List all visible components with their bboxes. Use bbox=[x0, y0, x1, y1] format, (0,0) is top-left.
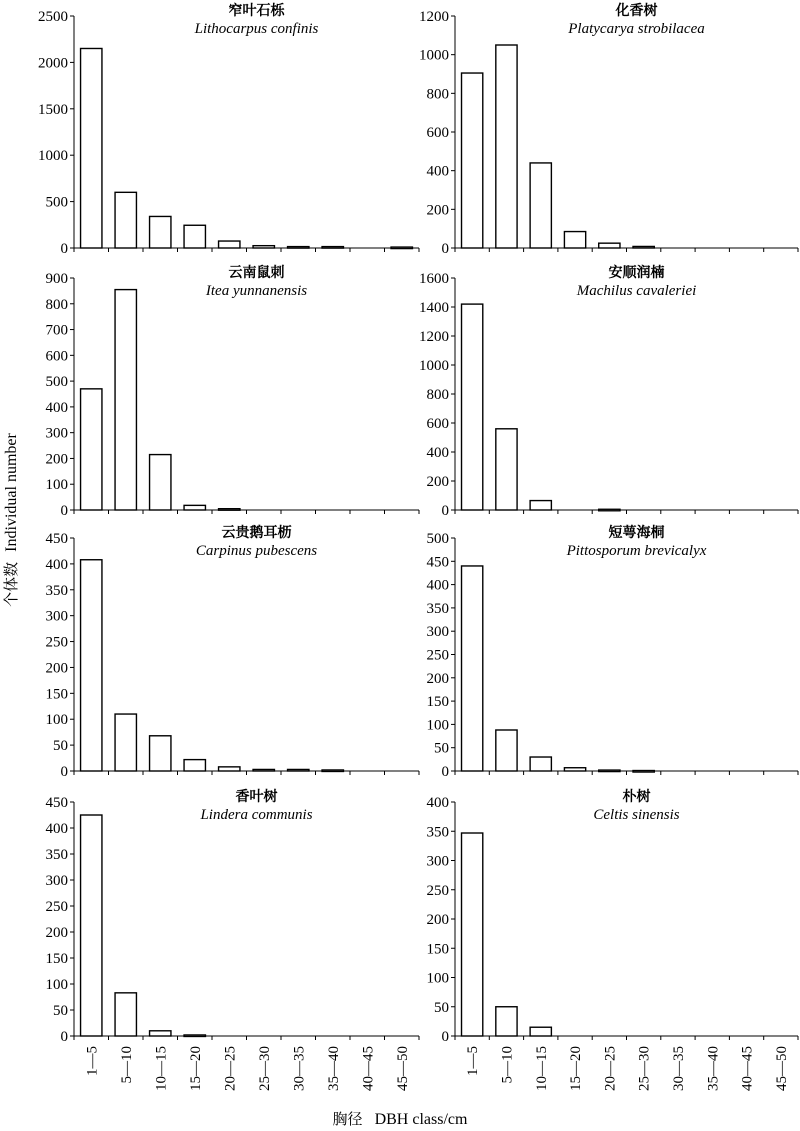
panel-title-species: Pittosporum brevicalyx bbox=[566, 543, 707, 559]
panel-title-cn: 安顺润楠 bbox=[608, 265, 665, 281]
x-tick-label: 45—50 bbox=[773, 1046, 790, 1091]
y-tick-label: 0 bbox=[441, 503, 449, 519]
panel-title-cn: 窄叶石栎 bbox=[228, 3, 285, 19]
bar-5—10 bbox=[115, 993, 136, 1036]
y-tick-label: 1000 bbox=[38, 148, 68, 165]
y-tick-label: 0 bbox=[441, 241, 449, 257]
panel-title-cn: 短萼海桐 bbox=[608, 525, 665, 541]
chart-panel-3 bbox=[46, 264, 420, 519]
x-axis-label-en: DBH class/cm bbox=[374, 1111, 468, 1128]
y-tick-label: 350 bbox=[426, 600, 449, 617]
panel-title-cn: 云南鼠刺 bbox=[228, 265, 285, 281]
x-tick-label: 40—45 bbox=[739, 1046, 756, 1091]
bar-10—15 bbox=[530, 757, 551, 771]
x-axis-label bbox=[333, 1110, 468, 1128]
panel-title-species: Carpinus pubescens bbox=[195, 543, 318, 559]
y-tick-label: 1600 bbox=[419, 271, 449, 287]
bar-15—20 bbox=[564, 232, 585, 248]
bar-10—15 bbox=[530, 1027, 551, 1036]
bar-45—50 bbox=[391, 247, 412, 249]
y-tick-label: 200 bbox=[426, 202, 449, 219]
bar-20—25 bbox=[219, 767, 240, 771]
y-tick-label: 400 bbox=[426, 795, 449, 811]
y-tick-label: 50 bbox=[53, 1003, 68, 1019]
chart-panel-2 bbox=[419, 2, 798, 257]
y-tick-label: 0 bbox=[60, 503, 68, 519]
x-tick-label: 5—10 bbox=[118, 1046, 135, 1084]
chart-panel-8 bbox=[427, 788, 799, 1091]
y-tick-label: 100 bbox=[45, 977, 68, 993]
y-tick-label: 250 bbox=[426, 882, 449, 899]
y-tick-label: 250 bbox=[426, 647, 449, 664]
y-tick-label: 100 bbox=[45, 477, 68, 494]
y-tick-label: 700 bbox=[45, 322, 68, 339]
x-tick-label: 30—35 bbox=[291, 1046, 308, 1091]
y-tick-label: 400 bbox=[45, 821, 68, 837]
bar-15—20 bbox=[184, 225, 205, 248]
y-tick-label: 100 bbox=[45, 712, 68, 729]
bar-25—30 bbox=[253, 769, 274, 771]
bar-25—30 bbox=[253, 246, 274, 248]
y-tick-label: 1200 bbox=[419, 9, 449, 25]
y-tick-label: 300 bbox=[426, 624, 449, 641]
y-tick-label: 0 bbox=[60, 241, 68, 257]
y-tick-label: 250 bbox=[45, 899, 68, 915]
y-tick-label: 250 bbox=[45, 634, 68, 651]
x-tick-label: 35—40 bbox=[325, 1046, 342, 1091]
bar-35—40 bbox=[322, 247, 343, 249]
y-tick-label: 300 bbox=[45, 608, 68, 625]
y-tick-label: 2000 bbox=[38, 55, 68, 72]
x-tick-label: 30—35 bbox=[670, 1046, 687, 1091]
y-tick-label: 100 bbox=[426, 970, 449, 987]
y-tick-label: 900 bbox=[45, 271, 68, 287]
x-tick-label: 5—10 bbox=[499, 1046, 516, 1084]
bar-20—25 bbox=[219, 241, 240, 248]
y-tick-label: 400 bbox=[426, 163, 449, 180]
y-axis-label-cn: 个体数 bbox=[2, 561, 20, 607]
bar-30—35 bbox=[288, 769, 309, 771]
x-tick-label: 20—25 bbox=[222, 1046, 239, 1091]
bar-10—15 bbox=[530, 501, 551, 510]
bar-1—5 bbox=[81, 815, 102, 1036]
y-tick-label: 600 bbox=[426, 416, 449, 432]
bar-25—30 bbox=[633, 246, 654, 248]
x-tick-label: 15—20 bbox=[568, 1046, 585, 1091]
panel-title-cn: 朴树 bbox=[622, 789, 651, 805]
bar-1—5 bbox=[81, 560, 102, 771]
y-tick-label: 800 bbox=[426, 387, 449, 403]
bar-20—25 bbox=[219, 509, 240, 511]
y-tick-label: 400 bbox=[45, 399, 68, 416]
x-tick-label: 10—15 bbox=[153, 1046, 170, 1091]
bar-10—15 bbox=[530, 163, 551, 248]
y-tick-label: 200 bbox=[426, 670, 449, 687]
y-tick-label: 350 bbox=[45, 847, 68, 863]
bar-30—35 bbox=[288, 247, 309, 249]
bar-35—40 bbox=[322, 770, 343, 772]
y-tick-label: 350 bbox=[45, 582, 68, 599]
y-tick-label: 0 bbox=[441, 764, 449, 780]
y-tick-label: 0 bbox=[60, 1029, 68, 1045]
y-tick-label: 0 bbox=[60, 764, 68, 780]
panel-title-species: Lindera communis bbox=[200, 807, 313, 823]
y-tick-label: 300 bbox=[426, 853, 449, 870]
y-tick-label: 200 bbox=[426, 912, 449, 928]
panel-title-species: Lithocarpus confinis bbox=[194, 21, 319, 37]
bar-5—10 bbox=[115, 192, 136, 248]
y-tick-label: 150 bbox=[426, 694, 449, 711]
y-tick-label: 500 bbox=[426, 531, 449, 547]
bar-1—5 bbox=[462, 73, 483, 248]
bar-15—20 bbox=[184, 1035, 205, 1037]
bar-15—20 bbox=[184, 505, 205, 510]
y-tick-label: 150 bbox=[45, 686, 68, 703]
y-tick-label: 450 bbox=[426, 554, 449, 571]
chart-panels bbox=[38, 2, 798, 1091]
y-tick-label: 0 bbox=[441, 1029, 449, 1045]
x-tick-label: 45—50 bbox=[394, 1046, 411, 1091]
y-tick-label: 50 bbox=[434, 999, 449, 1016]
x-tick-label: 40—45 bbox=[360, 1046, 377, 1091]
x-axis-label-cn: 胸径 bbox=[332, 1110, 363, 1128]
x-tick-label: 10—15 bbox=[533, 1046, 550, 1091]
panel-title-species: Celtis sinensis bbox=[593, 807, 680, 823]
y-tick-label: 50 bbox=[53, 738, 68, 755]
chart-panel-5 bbox=[46, 524, 420, 780]
bar-5—10 bbox=[496, 730, 517, 771]
bar-5—10 bbox=[115, 714, 136, 771]
y-tick-label: 500 bbox=[45, 194, 68, 211]
y-tick-label: 800 bbox=[426, 86, 449, 103]
y-tick-label: 600 bbox=[426, 125, 449, 141]
bar-20—25 bbox=[599, 243, 620, 248]
panel-title-species: Itea yunnanensis bbox=[205, 283, 308, 299]
bar-15—20 bbox=[184, 760, 205, 771]
y-tick-label: 2500 bbox=[38, 9, 68, 25]
bar-1—5 bbox=[462, 304, 483, 510]
bar-5—10 bbox=[496, 1007, 517, 1036]
y-axis-label bbox=[2, 433, 20, 607]
bar-1—5 bbox=[81, 48, 102, 248]
bar-5—10 bbox=[496, 45, 517, 248]
y-tick-label: 50 bbox=[434, 740, 449, 757]
bar-10—15 bbox=[150, 216, 171, 248]
y-tick-label: 400 bbox=[45, 556, 68, 573]
y-tick-label: 300 bbox=[45, 873, 68, 889]
bar-10—15 bbox=[150, 455, 171, 510]
panel-title-species: Platycarya strobilacea bbox=[568, 21, 705, 37]
bar-1—5 bbox=[462, 566, 483, 771]
bar-1—5 bbox=[81, 389, 102, 510]
y-tick-label: 1200 bbox=[419, 329, 449, 345]
y-tick-label: 450 bbox=[45, 531, 68, 547]
y-tick-label: 1000 bbox=[419, 47, 449, 64]
y-tick-label: 400 bbox=[426, 445, 449, 461]
x-tick-label: 1—5 bbox=[465, 1046, 482, 1076]
y-tick-label: 1500 bbox=[38, 101, 68, 118]
x-tick-label: 35—40 bbox=[705, 1046, 722, 1091]
bar-20—25 bbox=[599, 509, 620, 511]
chart-panel-4 bbox=[419, 264, 798, 519]
x-tick-label: 25—30 bbox=[256, 1046, 273, 1091]
y-tick-label: 150 bbox=[45, 951, 68, 967]
y-tick-label: 200 bbox=[45, 451, 68, 468]
y-axis-label-en: Individual number bbox=[3, 433, 20, 552]
y-tick-label: 500 bbox=[45, 374, 68, 391]
bar-20—25 bbox=[599, 770, 620, 772]
y-tick-label: 100 bbox=[426, 717, 449, 734]
y-tick-label: 1000 bbox=[419, 358, 449, 374]
x-tick-label: 25—30 bbox=[636, 1046, 653, 1091]
bar-5—10 bbox=[496, 429, 517, 510]
y-tick-label: 400 bbox=[426, 577, 449, 594]
bar-10—15 bbox=[150, 736, 171, 771]
panel-title-species: Machilus cavaleriei bbox=[576, 283, 697, 299]
chart-panel-7 bbox=[46, 788, 420, 1091]
y-tick-label: 200 bbox=[45, 925, 68, 941]
y-tick-label: 300 bbox=[45, 425, 68, 442]
y-tick-label: 150 bbox=[426, 941, 449, 958]
panel-title-cn: 香叶树 bbox=[235, 789, 278, 805]
chart-panel-1 bbox=[38, 2, 419, 257]
bar-25—30 bbox=[633, 771, 654, 773]
chart-panel-6 bbox=[427, 524, 799, 780]
x-tick-label: 1—5 bbox=[84, 1046, 101, 1076]
bar-1—5 bbox=[462, 833, 483, 1036]
x-tick-label: 20—25 bbox=[602, 1046, 619, 1091]
y-tick-label: 200 bbox=[426, 474, 449, 490]
bar-10—15 bbox=[150, 1031, 171, 1036]
y-tick-label: 600 bbox=[45, 348, 68, 365]
x-tick-label: 15—20 bbox=[187, 1046, 204, 1091]
panel-title-cn: 云贵鹅耳枥 bbox=[221, 525, 292, 541]
y-tick-label: 800 bbox=[45, 296, 68, 313]
panel-title-cn: 化香树 bbox=[615, 3, 658, 19]
bar-15—20 bbox=[564, 768, 585, 771]
y-tick-label: 450 bbox=[45, 795, 68, 811]
y-tick-label: 200 bbox=[45, 660, 68, 677]
bar-5—10 bbox=[115, 290, 136, 510]
y-tick-label: 1400 bbox=[419, 300, 449, 316]
y-tick-label: 350 bbox=[426, 824, 449, 841]
